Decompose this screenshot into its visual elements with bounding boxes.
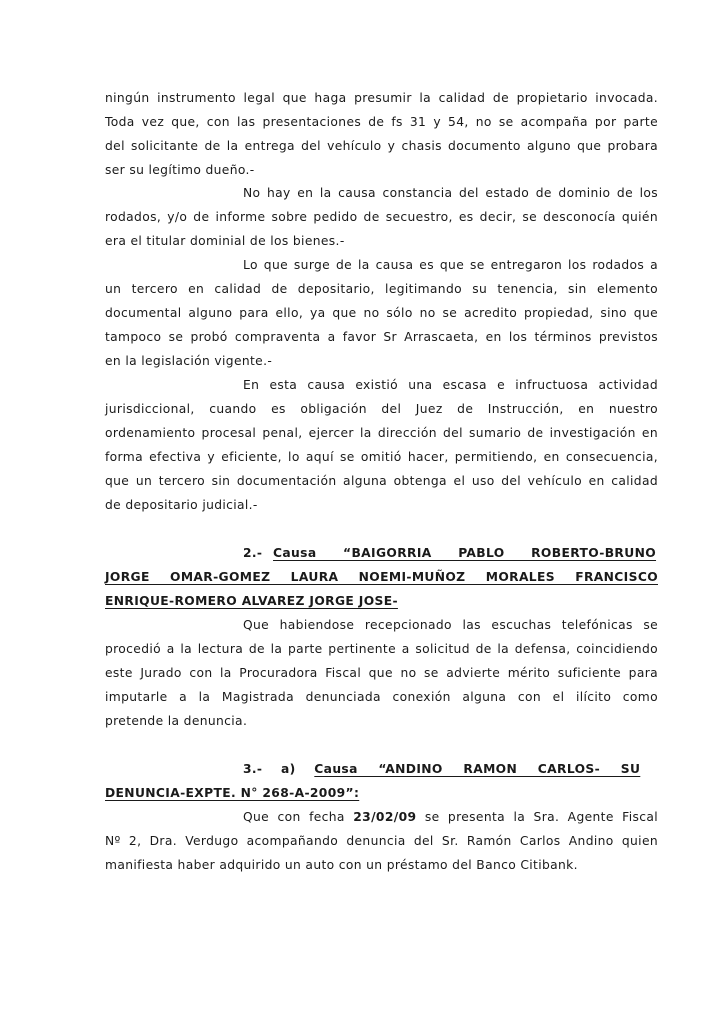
paragraph-line: Que habiendose recepcionado las escuchas telefónicas se [243, 618, 658, 632]
section-3-title-line-2: DENUNCIA-EXPTE. N° 268-A-2009”: [105, 786, 360, 800]
paragraph-line: imputarle a la Magistrada denunciada conexión alguna con el ilícito como [105, 690, 658, 704]
paragraph-line: rodados, y/o de informe sobre pedido de secuestro, es decir, se desconocía quién [105, 210, 658, 224]
section-2-title-line-1: Causa “BAIGORRIA PABLO ROBERTO-BRUNO [273, 546, 657, 560]
paragraph-line: tampoco se probó compraventa a favor Sr Arrascaeta, en los términos previstos [105, 330, 658, 344]
section-3-heading-line-1 [243, 759, 658, 779]
paragraph-line: de depositario judicial.- [105, 498, 258, 512]
paragraph-line: pretende la denuncia. [105, 714, 248, 728]
paragraph-line: forma efectiva y eficiente, lo aquí se omitió hacer, permitiendo, en consecuencia, [105, 450, 658, 464]
section-2-title-line-3: ENRIQUE-ROMERO ALVAREZ JORGE JOSE- [105, 594, 398, 608]
section-3-intro-line [243, 807, 658, 827]
section-3-intro-after: se presenta la Sra. Agente Fiscal [424, 810, 658, 824]
section-3-intro-before: Que con fecha [243, 810, 345, 824]
paragraph-line: este Jurado con la Procuradora Fiscal que no se advierte mérito suficiente para [105, 666, 658, 680]
paragraph-line: manifiesta haber adquirido un auto con un préstamo del Banco Citibank. [105, 858, 578, 872]
paragraph-line: Nº 2, Dra. Verdugo acompañando denuncia del Sr. Ramón Carlos Andino quien [105, 834, 658, 848]
section-2-number: 2.- [243, 546, 263, 560]
section-3-date: 23/02/09 [353, 810, 417, 824]
paragraph-line: procedió a la lectura de la parte pertinente a solicitud de la defensa, coincidiendo [105, 642, 658, 656]
paragraph-line: Lo que surge de la causa es que se entregaron los rodados a [243, 258, 658, 272]
paragraph-line: jurisdiccional, cuando es obligación del Juez de Instrucción, en nuestro [105, 402, 658, 416]
section-3-title-line-1: Causa “ANDINO RAMON CARLOS- SU [314, 762, 641, 776]
section-2-heading-line-1 [243, 543, 658, 563]
section-2-title-line-2: JORGE OMAR-GOMEZ LAURA NOEMI-MUÑOZ MORALES FRANCISCO [105, 570, 658, 584]
paragraph-line: ser su legítimo dueño.- [105, 163, 255, 177]
paragraph-line: era el titular dominial de los bienes.- [105, 234, 345, 248]
paragraph-line: ordenamiento procesal penal, ejercer la dirección del sumario de investigación en [105, 426, 658, 440]
section-3-number: 3.- [243, 762, 263, 776]
section-3-sub: a) [281, 762, 296, 776]
paragraph-line: En esta causa existió una escasa e infructuosa actividad [243, 378, 658, 392]
paragraph-line: Toda vez que, con las presentaciones de fs 31 y 54, no se acompaña por parte [105, 115, 658, 129]
paragraph-line: documental alguno para ello, ya que no sólo no se acredito propiedad, sino que [105, 306, 658, 320]
paragraph-line: No hay en la causa constancia del estado de dominio de los [243, 186, 658, 200]
paragraph-line: del solicitante de la entrega del vehículo y chasis documento alguno que probara [105, 139, 658, 153]
paragraph-line: ningún instrumento legal que haga presumir la calidad de propietario invocada. [105, 91, 658, 105]
paragraph-line: que un tercero sin documentación alguna obtenga el uso del vehículo en calidad [105, 474, 658, 488]
paragraph-line: un tercero en calidad de depositario, legitimando su tenencia, sin elemento [105, 282, 658, 296]
paragraph-line: en la legislación vigente.- [105, 354, 273, 368]
